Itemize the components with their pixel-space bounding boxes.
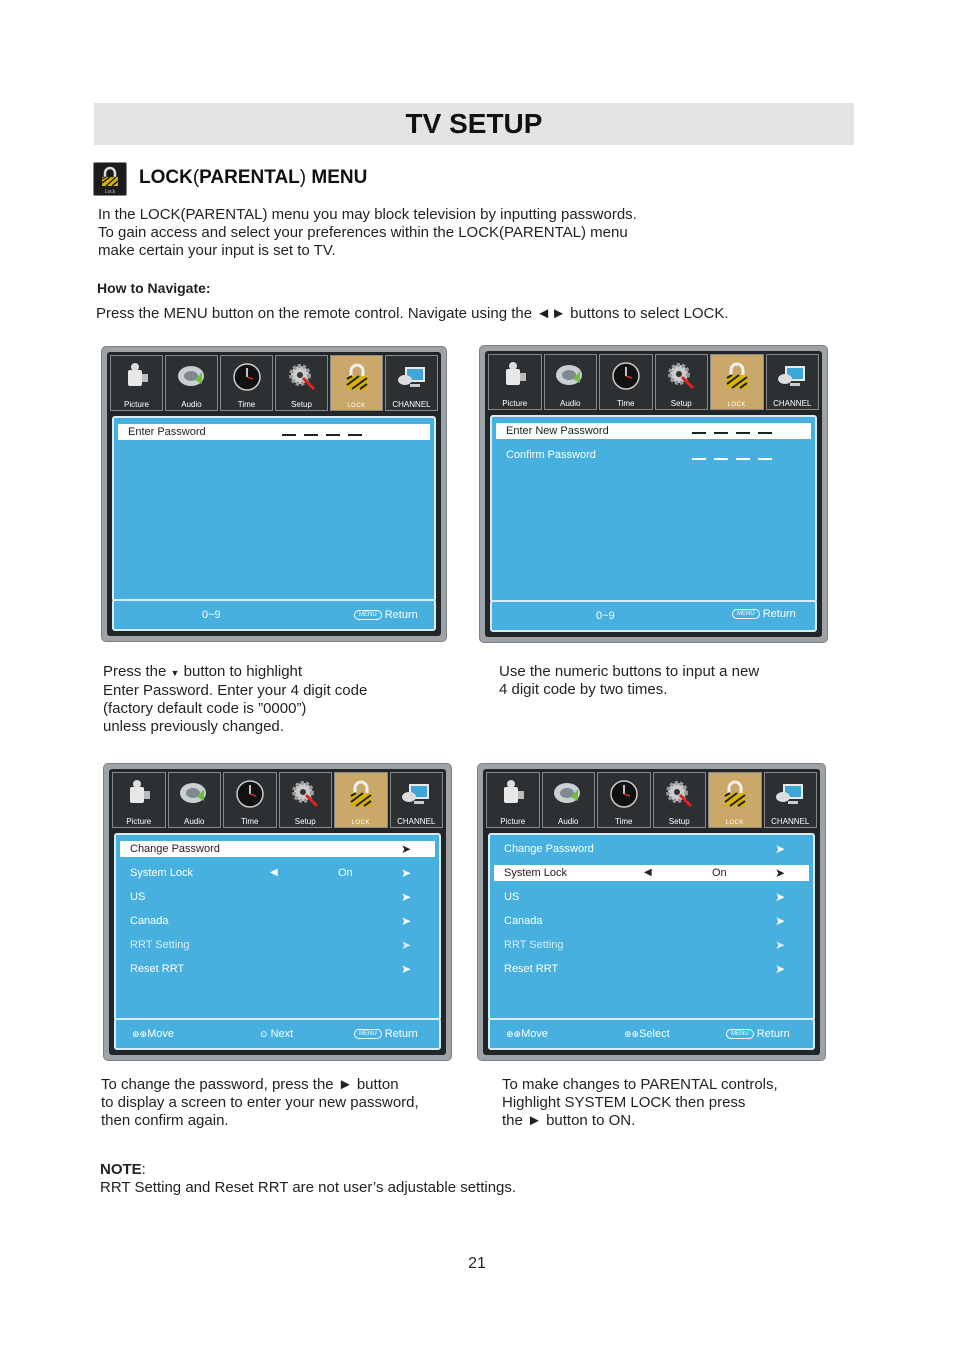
us-row[interactable]: US ➤ [130, 890, 411, 904]
chevron-right-icon: ➤ [400, 914, 411, 928]
intro-paragraph: In the LOCK(PARENTAL) menu you may block television by inputting passwords. To gain access and select your preferences within the LOCK(PARENTAL) menu make certain your input is set to TV. [98, 206, 637, 259]
return-hint: MENU Return [726, 1028, 790, 1040]
tab-label: Setup [294, 817, 316, 826]
system-lock-row[interactable]: System Lock ◀ On ➤ [130, 866, 411, 880]
return-hint: MENU Return [354, 609, 418, 621]
tab-label: CHANNEL [773, 399, 812, 408]
digit-slot [692, 432, 706, 434]
change-password-row[interactable]: Change Password ➤ [504, 842, 785, 856]
tab-label: Time [615, 817, 633, 826]
left-right-arrows-icon: ◄► [536, 305, 566, 322]
tab-time[interactable] [597, 772, 651, 828]
caption-system-lock: To make changes to PARENTAL controls, Highlight SYSTEM LOCK then press the ► button to ON. [502, 1076, 778, 1129]
lock-icon [93, 162, 127, 196]
enter-new-password-row[interactable]: Enter New Password [496, 423, 811, 439]
menu-key-icon: MENU [732, 609, 760, 619]
tab-picture[interactable] [110, 355, 163, 411]
menu-tabs [486, 772, 817, 830]
menu-panel [114, 833, 441, 1021]
tab-channel[interactable] [764, 772, 818, 828]
chevron-right-icon: ➤ [400, 842, 411, 856]
confirm-password-row[interactable]: Confirm Password [496, 447, 811, 463]
tab-setup[interactable] [279, 772, 333, 828]
reset-rrt-row[interactable]: Reset RRT ➤ [504, 962, 785, 976]
change-password-row[interactable]: Change Password ➤ [120, 841, 435, 857]
caption-new-password: Use the numeric buttons to input a new 4 digit code by two times. [499, 663, 760, 698]
lock-icon-label: Lock [104, 189, 116, 195]
tab-label: Picture [124, 400, 149, 409]
digit-slot [304, 434, 318, 436]
tab-label: Time [617, 399, 635, 408]
digit-slot [736, 432, 750, 434]
menu-key-icon: MENU [354, 1029, 382, 1039]
tab-time[interactable] [223, 772, 277, 828]
tab-lock[interactable] [334, 772, 388, 828]
rrt-setting-row[interactable]: RRT Setting ➤ [504, 938, 785, 952]
digit-slot [758, 458, 772, 460]
note: NOTE: RRT Setting and Reset RRT are not user’s adjustable settings. [100, 1161, 517, 1196]
tv-screen-system-lock [477, 763, 826, 1061]
us-row[interactable]: US ➤ [504, 890, 785, 904]
tab-time[interactable] [599, 354, 653, 410]
digit-slot [326, 434, 340, 436]
canada-row[interactable]: Canada ➤ [504, 914, 785, 928]
tab-channel[interactable] [390, 772, 444, 828]
tab-label: Audio [560, 399, 581, 408]
canada-row[interactable]: Canada ➤ [130, 914, 411, 928]
tab-label: Picture [126, 817, 152, 826]
tv-screen-enter-password [101, 346, 447, 642]
tab-audio[interactable] [165, 355, 218, 411]
tab-label: Audio [184, 817, 205, 826]
numeric-hint: 0~9 [596, 610, 615, 622]
chevron-right-icon: ➤ [400, 890, 411, 904]
tab-label: CHANNEL [397, 817, 436, 826]
tab-label: Picture [502, 399, 528, 408]
tab-audio[interactable] [168, 772, 222, 828]
rrt-setting-row[interactable]: RRT Setting ➤ [130, 938, 411, 952]
page-title: TV SETUP [405, 108, 543, 139]
tab-label: LOCK [347, 403, 366, 409]
menu-panel [488, 833, 815, 1021]
chevron-right-icon: ➤ [400, 962, 411, 976]
tab-label: Time [241, 817, 259, 826]
note-label: NOTE [100, 1161, 142, 1178]
title-banner [94, 103, 854, 145]
tv-screen-new-password [479, 345, 828, 643]
up-down-buttons-icon: ⊕⊕ [132, 1029, 148, 1039]
reset-rrt-row[interactable]: Reset RRT ➤ [130, 962, 411, 976]
menu-key-icon: MENU [726, 1029, 754, 1039]
tab-label: Audio [181, 400, 202, 409]
digit-slot [714, 458, 728, 460]
tab-setup[interactable] [655, 354, 709, 410]
digit-slot [348, 434, 362, 436]
tab-label: LOCK [727, 402, 746, 408]
move-hint: ⊕⊕Move [506, 1028, 548, 1040]
return-hint: MENU Return [354, 1028, 418, 1040]
menu-footer [112, 599, 436, 631]
tab-label: Audio [558, 817, 579, 826]
digit-slot [736, 458, 750, 460]
tab-label: Setup [291, 400, 312, 409]
tab-picture[interactable] [112, 772, 166, 828]
down-arrow-icon: ▼ [170, 668, 180, 678]
chevron-right-icon: ➤ [400, 866, 411, 880]
next-hint: ⊙ Next [260, 1028, 294, 1040]
tab-label: Setup [670, 399, 692, 408]
tab-lock[interactable] [710, 354, 764, 410]
section-title: LOCK(PARENTAL) MENU [139, 167, 368, 188]
nav-instructions: Press the MENU button on the remote control. Navigate using the ◄► buttons to select LOCK. [96, 305, 729, 322]
tab-label: CHANNEL [771, 817, 810, 826]
chevron-right-icon: ➤ [774, 962, 785, 976]
tab-time[interactable] [220, 355, 273, 411]
digit-slot [758, 432, 772, 434]
caption-enter-password: Press the ▼ button to highlight Enter Password. Enter your 4 digit code (factory default code is ”0000”) unless previously changed. [103, 663, 368, 735]
menu-panel [112, 416, 436, 602]
menu-footer [488, 1018, 815, 1050]
tab-label: Setup [668, 817, 690, 826]
select-hint: ⊕⊕Select [624, 1028, 670, 1040]
tab-label: LOCK [725, 820, 744, 826]
enter-password-row[interactable]: Enter Password [118, 424, 430, 440]
left-right-buttons-icon: ⊕⊕ [624, 1029, 640, 1039]
digit-slot [692, 458, 706, 460]
chevron-right-icon: ➤ [774, 842, 785, 856]
tab-setup[interactable] [653, 772, 707, 828]
chevron-left-icon: ◀ [270, 867, 278, 878]
page-number: 21 [468, 1255, 486, 1272]
move-hint: ⊕⊕Move [132, 1028, 174, 1040]
up-down-buttons-icon: ⊕⊕ [506, 1029, 522, 1039]
numeric-hint: 0~9 [202, 609, 221, 621]
chevron-left-icon: ◀ [644, 867, 652, 878]
tab-picture[interactable] [486, 772, 540, 828]
return-hint: MENU Return [732, 608, 796, 620]
right-button-icon: ⊙ [260, 1029, 268, 1039]
right-arrow-icon: ► [337, 1076, 353, 1093]
system-lock-row[interactable]: System Lock ◀ On ➤ [494, 865, 809, 881]
chevron-right-icon: ➤ [774, 890, 785, 904]
tab-lock[interactable] [708, 772, 762, 828]
tab-audio[interactable] [544, 354, 598, 410]
tab-label: CHANNEL [392, 400, 431, 409]
tab-channel[interactable] [766, 354, 820, 410]
menu-footer [490, 600, 817, 632]
tab-label: LOCK [351, 820, 370, 826]
menu-key-icon: MENU [354, 610, 382, 620]
menu-tabs [110, 355, 438, 413]
menu-tabs [488, 354, 819, 412]
digit-slot [282, 434, 296, 436]
tab-setup[interactable] [275, 355, 328, 411]
nav-heading: How to Navigate: [97, 280, 211, 296]
tab-lock[interactable] [330, 355, 383, 411]
menu-footer [114, 1018, 441, 1050]
digit-slot [714, 432, 728, 434]
chevron-right-icon: ➤ [400, 938, 411, 952]
right-arrow-icon: ► [527, 1112, 542, 1129]
tab-picture[interactable] [488, 354, 542, 410]
menu-panel [490, 415, 817, 603]
tab-audio[interactable] [542, 772, 596, 828]
caption-change-password: To change the password, press the ► button to display a screen to enter your new password, then confirm again. [101, 1076, 419, 1129]
chevron-right-icon: ➤ [774, 866, 785, 880]
tab-channel[interactable] [385, 355, 438, 411]
chevron-right-icon: ➤ [774, 938, 785, 952]
tab-label: Time [237, 400, 256, 409]
menu-tabs [112, 772, 443, 830]
tab-label: Picture [500, 817, 526, 826]
chevron-right-icon: ➤ [774, 914, 785, 928]
tv-screen-change-password [103, 763, 452, 1061]
note-text: RRT Setting and Reset RRT are not user’s adjustable settings. [100, 1179, 517, 1196]
